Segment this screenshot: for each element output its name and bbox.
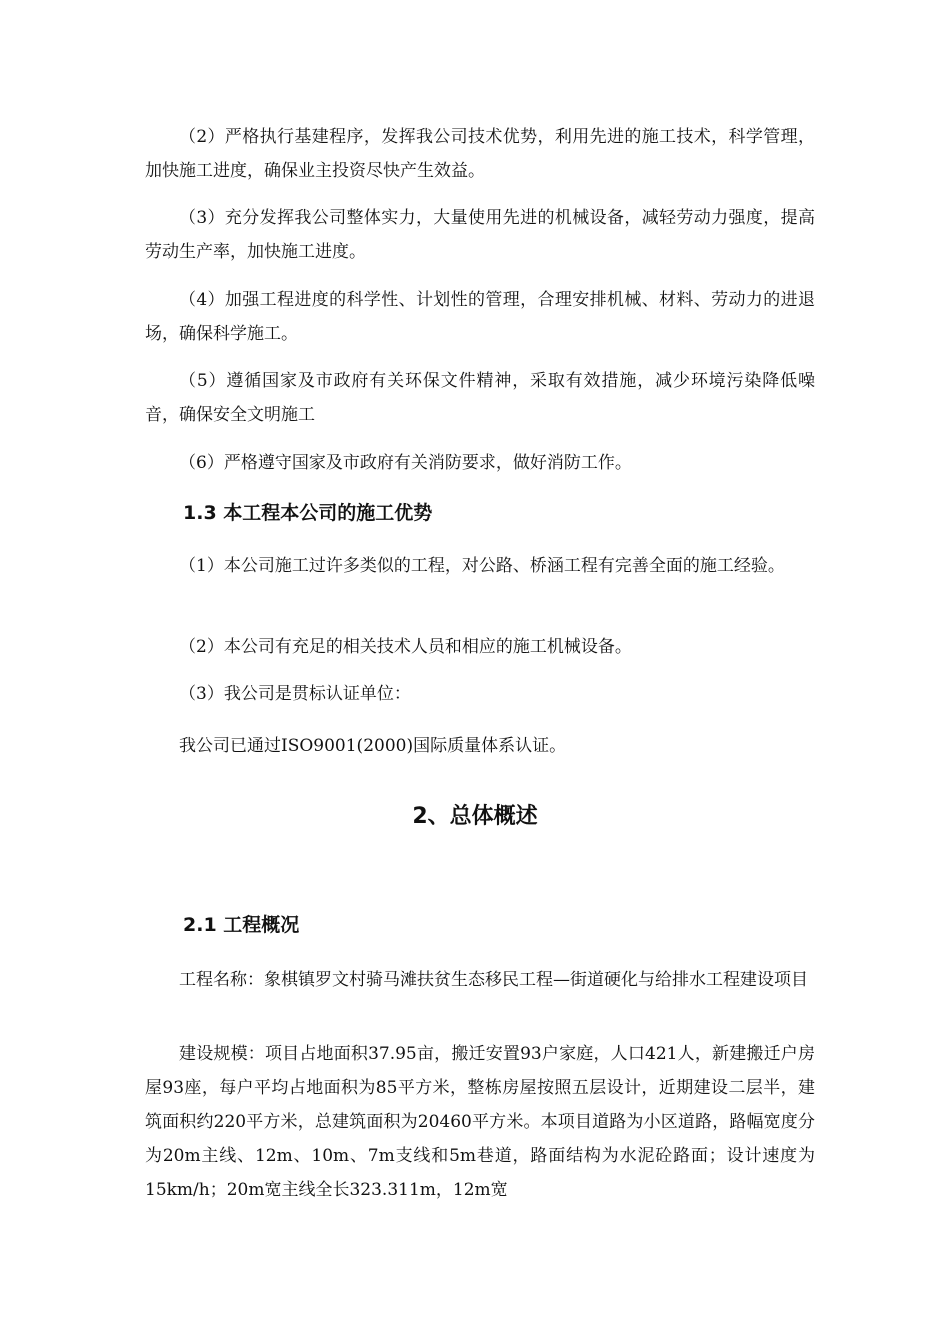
advantage-item-1: （1）本公司施工过许多类似的工程，对公路、桥涵工程有完善全面的施工经验。 xyxy=(179,556,785,576)
advantage-item-3: （3）我公司是贯标认证单位： xyxy=(179,684,411,704)
paragraph-item-2: （2）严格执行基建程序，发挥我公司技术优势，利用先进的施工技术，科学管理，加快施工进度，确保业主投资尽快产生效益。 xyxy=(145,127,815,181)
paragraph-item-6: （6）严格遵守国家及市政府有关消防要求，做好消防工作。 xyxy=(179,453,632,473)
construction-scale-paragraph: 建设规模：项目占地面积37.95亩，搬迁安置93户家庭，人口421人，新建搬迁户房屋93座，每户平均占地面积为85平方米，整栋房屋按照五层设计，近期建设二层半，建筑面积约220平方米，总建筑面积为20460平方米。本项目道路为小区道路，路幅宽度分为20m主线、12m、10m、7m支线和5m巷道，路面结构为水泥砼路面；设计速度为15km/h；20m宽主线全长323.311m，12m宽 xyxy=(145,1044,815,1200)
paragraph-item-3: （3）充分发挥我公司整体实力，大量使用先进的机械设备，减轻劳动力强度，提高劳动生产率，加快施工进度。 xyxy=(145,208,815,262)
chapter-title: 2、总体概述 xyxy=(412,804,538,829)
section-heading-2-1: 2.1 工程概况 xyxy=(183,914,300,936)
advantage-item-2: （2）本公司有充足的相关技术人员和相应的施工机械设备。 xyxy=(179,637,632,657)
paragraph-item-5: （5）遵循国家及市政府有关环保文件精神，采取有效措施，减少环境污染降低噪音，确保安全文明施工 xyxy=(145,371,815,425)
paragraph-item-4: （4）加强工程进度的科学性、计划性的管理，合理安排机械、材料、劳动力的进退场，确保科学施工。 xyxy=(145,290,815,344)
section-heading-1-3: 1.3 本工程本公司的施工优势 xyxy=(183,502,433,524)
project-name-paragraph: 工程名称：象棋镇罗文村骑马滩扶贫生态移民工程—街道硬化与给排水工程建设项目 xyxy=(179,970,808,990)
certification-text: 我公司已通过ISO9001(2000)国际质量体系认证。 xyxy=(179,736,567,756)
